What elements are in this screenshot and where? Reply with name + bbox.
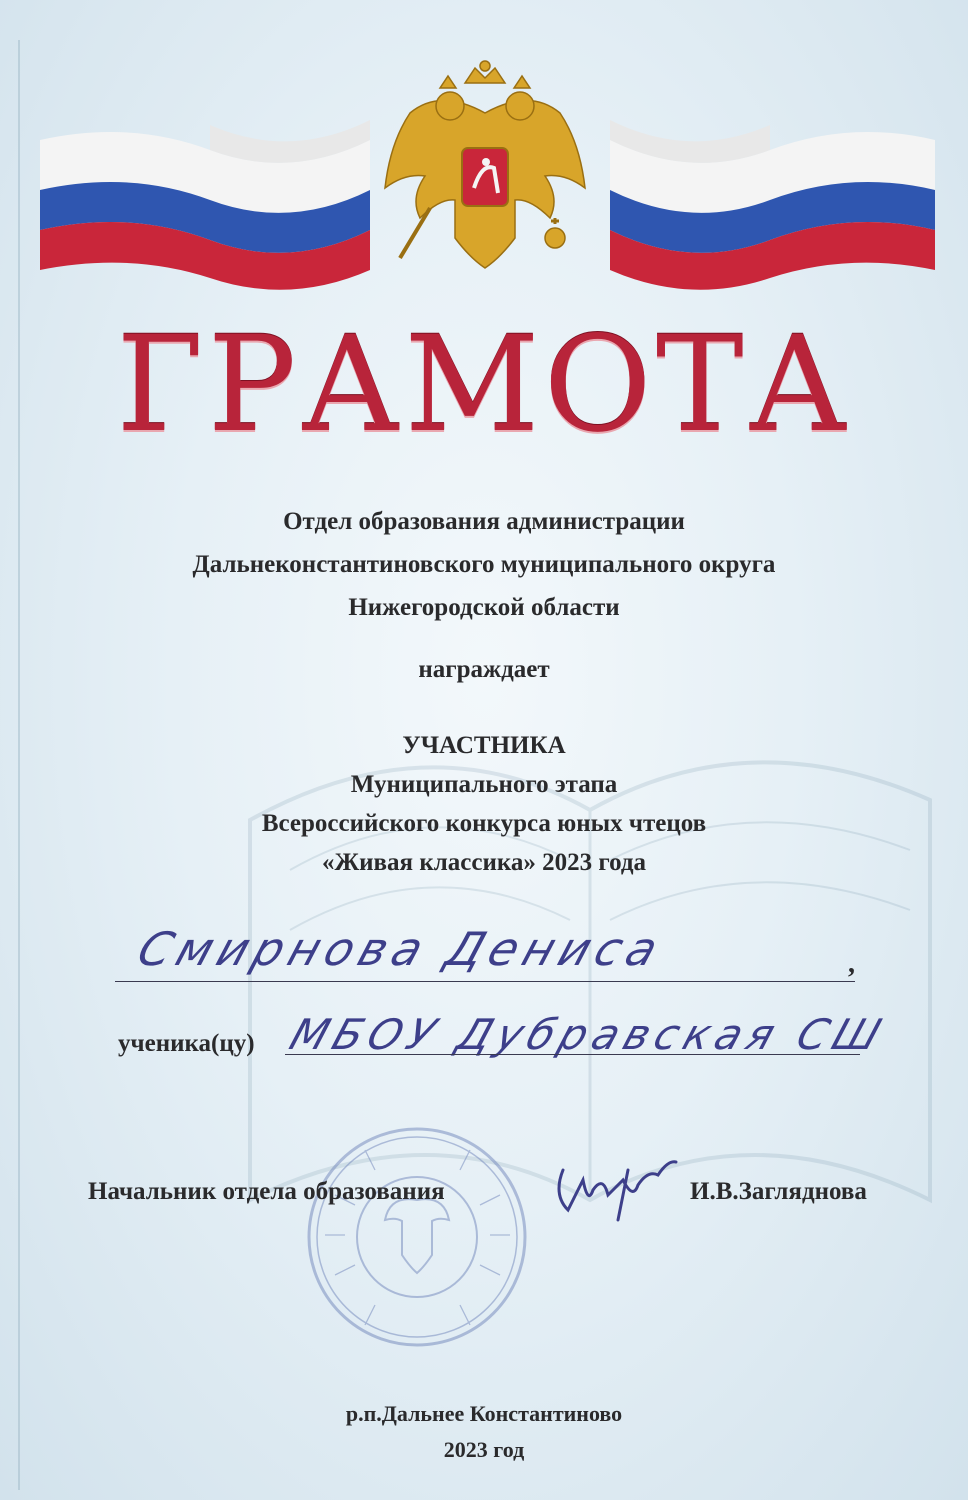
contest-line-2: Всероссийского конкурса юных чтецов xyxy=(261,810,707,837)
organization-line-1: Отдел образования администрации xyxy=(283,508,685,535)
recipient-name-line xyxy=(115,980,855,982)
handwritten-signature-icon xyxy=(548,1150,683,1230)
place-name: р.п.Дальнее Константиново xyxy=(345,1401,623,1426)
signatory-position: Начальник отдела образования xyxy=(88,1178,445,1205)
name-comma: , xyxy=(848,948,855,979)
awards-text: награждает xyxy=(418,656,550,683)
contest-line-1: Муниципального этапа xyxy=(350,771,618,798)
issuing-organization xyxy=(0,500,968,629)
student-label: ученика(цу) xyxy=(118,1030,255,1057)
certificate-title: ГРАМОТА xyxy=(116,308,852,462)
organization-line-2: Дальнеконстантиновского муниципального округа xyxy=(192,551,776,578)
organization-line-3: Нижегородской области xyxy=(348,594,620,621)
official-stamp-icon xyxy=(305,1125,530,1350)
contest-description xyxy=(0,726,968,882)
contest-line-3: «Живая классика» 2023 года xyxy=(321,849,647,876)
recipient-status: УЧАСТНИКА xyxy=(402,732,566,759)
signer-name: И.В.Загляднова xyxy=(690,1178,867,1205)
place-and-year xyxy=(0,1396,968,1468)
document-year: 2023 год xyxy=(443,1437,525,1462)
handwritten-school-name: МБОУ Дубравская СШ xyxy=(284,1010,893,1059)
handwritten-recipient-name: Смирнова Дениса xyxy=(131,922,671,976)
coat-of-arms-icon xyxy=(370,58,600,288)
school-name-line xyxy=(285,1053,860,1055)
